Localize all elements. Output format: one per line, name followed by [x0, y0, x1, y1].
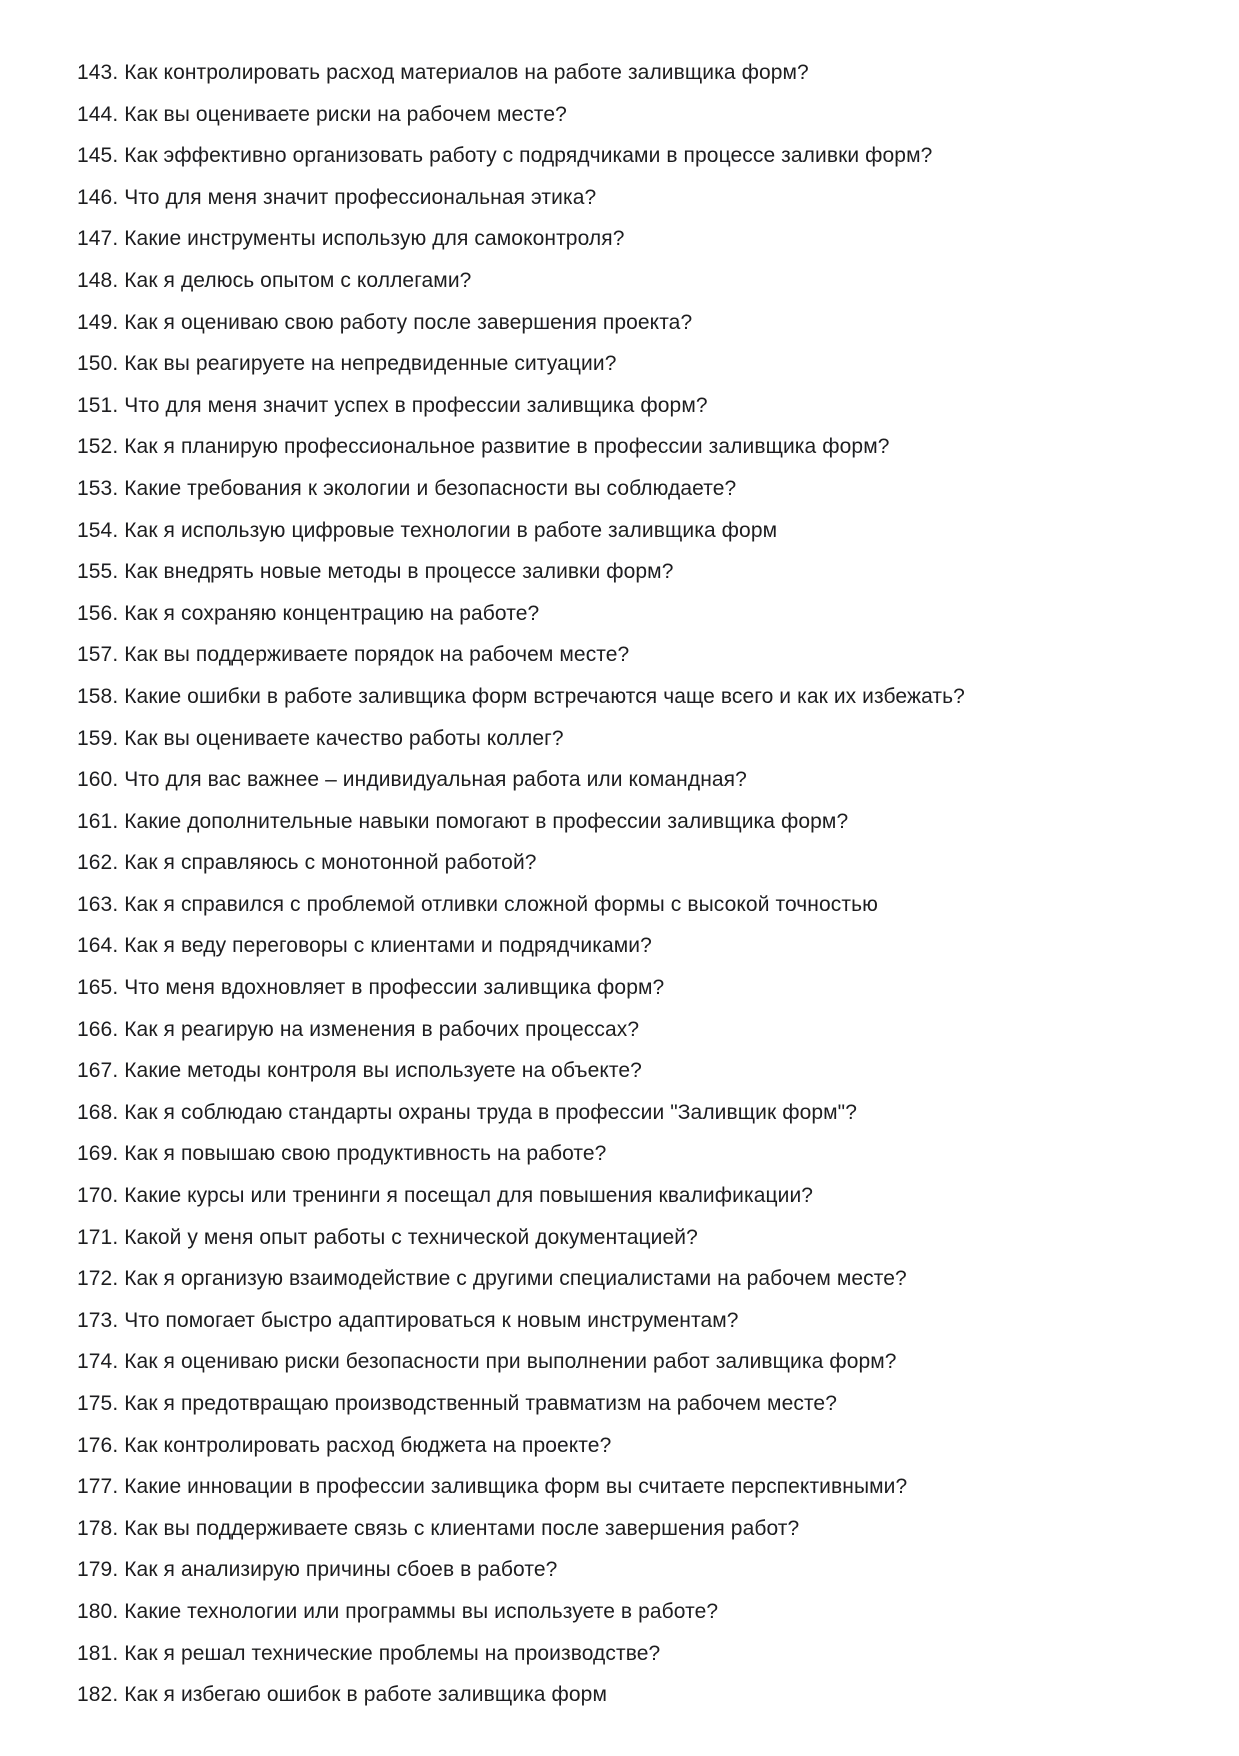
question-item — [77, 468, 1199, 510]
question-item — [77, 634, 1199, 676]
question-text: Как вы поддерживаете связь с клиентами после завершения работ? — [124, 1516, 800, 1540]
question-item — [77, 1300, 1199, 1342]
question-text: Как я избегаю ошибок в работе заливщика форм — [124, 1683, 607, 1707]
question-item — [77, 1050, 1199, 1092]
question-item — [77, 177, 1199, 219]
question-item — [77, 1341, 1199, 1383]
question-text: Как вы оцениваете риски на рабочем месте? — [124, 102, 567, 126]
question-number: 174. — [77, 1350, 125, 1374]
question-item — [77, 52, 1199, 94]
question-item — [77, 135, 1199, 177]
question-number: 150. — [77, 352, 125, 376]
question-item — [77, 1425, 1199, 1467]
question-text: Какие методы контроля вы используете на объекте? — [124, 1059, 642, 1083]
question-text: Что для вас важнее – индивидуальная работа или командная? — [124, 768, 747, 792]
question-number: 160. — [77, 768, 125, 792]
question-text: Как я оцениваю свою работу после завершения проекта? — [124, 310, 693, 334]
question-text: Как вы реагируете на непредвиденные ситуации? — [124, 352, 617, 376]
question-item — [77, 1175, 1199, 1217]
question-item — [77, 676, 1199, 718]
question-item — [77, 1092, 1199, 1134]
question-text: Как я соблюдаю стандарты охраны труда в профессии "Заливщик форм"? — [124, 1100, 857, 1124]
question-item — [77, 1217, 1199, 1259]
question-text: Как эффективно организовать работу с подрядчиками в процессе заливки форм? — [124, 144, 933, 168]
question-text: Как я предотвращаю производственный травматизм на рабочем месте? — [124, 1392, 837, 1415]
question-text: Как я использую цифровые технологии в работе заливщика форм — [124, 518, 778, 542]
question-text: Как контролировать расход материалов на работе заливщика форм? — [124, 61, 809, 84]
question-item — [77, 94, 1199, 136]
question-item — [77, 218, 1199, 260]
question-number: 143. — [77, 61, 125, 84]
question-number: 173. — [77, 1308, 125, 1332]
question-list — [77, 52, 1199, 1716]
question-text: Что для меня значит профессиональная этика? — [124, 185, 597, 209]
question-number: 165. — [77, 976, 125, 1000]
question-item — [77, 1633, 1199, 1675]
question-text: Как я оцениваю риски безопасности при выполнении работ заливщика форм? — [124, 1350, 897, 1374]
question-item — [77, 1549, 1199, 1591]
question-text: Какие технологии или программы вы используете в работе? — [124, 1599, 719, 1623]
question-number: 168. — [77, 1100, 125, 1124]
question-text: Как я делюсь опытом с коллегами? — [124, 268, 472, 292]
question-number: 177. — [77, 1475, 125, 1499]
question-number: 159. — [77, 726, 125, 750]
question-text: Как внедрять новые методы в процессе заливки форм? — [124, 560, 674, 584]
question-text: Какой у меня опыт работы с технической документацией? — [124, 1225, 698, 1249]
question-text: Какие ошибки в работе заливщика форм встречаются чаще всего и как их избежать? — [124, 684, 965, 708]
question-number: 179. — [77, 1558, 125, 1582]
question-number: 182. — [77, 1683, 125, 1707]
question-number: 158. — [77, 684, 125, 708]
question-item — [77, 801, 1199, 843]
question-number: 144. — [77, 102, 125, 126]
question-number: 175. — [77, 1392, 125, 1415]
question-number: 167. — [77, 1059, 125, 1083]
question-number: 171. — [77, 1225, 125, 1249]
question-item — [77, 718, 1199, 760]
question-number: 154. — [77, 518, 125, 542]
question-text: Как я планирую профессиональное развитие в профессии заливщика форм? — [124, 435, 890, 459]
question-number: 153. — [77, 476, 125, 500]
question-text: Как я повышаю свою продуктивность на работе? — [124, 1142, 607, 1166]
question-number: 148. — [77, 268, 125, 292]
question-item — [77, 1674, 1199, 1716]
question-text: Как я решал технические проблемы на производстве? — [124, 1641, 661, 1665]
question-text: Как вы поддерживаете порядок на рабочем месте? — [124, 643, 630, 667]
question-item — [77, 302, 1199, 344]
question-text: Как я организую взаимодействие с другими специалистами на рабочем месте? — [124, 1267, 907, 1291]
question-number: 180. — [77, 1599, 125, 1623]
question-item — [77, 925, 1199, 967]
question-text: Как я справляюсь с монотонной работой? — [124, 851, 537, 875]
question-number: 152. — [77, 435, 125, 459]
question-text: Как я реагирую на изменения в рабочих процессах? — [124, 1017, 640, 1041]
question-text: Как я анализирую причины сбоев в работе? — [124, 1558, 558, 1582]
question-number: 162. — [77, 851, 125, 875]
question-text: Какие инструменты использую для самоконтроля? — [124, 227, 625, 251]
question-item — [77, 385, 1199, 427]
question-item — [77, 260, 1199, 302]
question-number: 169. — [77, 1142, 125, 1166]
question-text: Что помогает быстро адаптироваться к новым инструментам? — [124, 1308, 739, 1332]
question-number: 151. — [77, 393, 125, 417]
question-number: 166. — [77, 1017, 125, 1041]
question-item — [77, 1591, 1199, 1633]
question-text: Что меня вдохновляет в профессии заливщика форм? — [124, 976, 665, 1000]
question-text: Какие дополнительные навыки помогают в профессии заливщика форм? — [124, 809, 849, 833]
question-item — [77, 1258, 1199, 1300]
question-number: 181. — [77, 1641, 125, 1665]
question-number: 146. — [77, 185, 125, 209]
question-text: Какие инновации в профессии заливщика форм вы считаете перспективными? — [124, 1475, 908, 1499]
question-text: Какие курсы или тренинги я посещал для повышения квалификации? — [124, 1184, 814, 1208]
question-number: 178. — [77, 1516, 125, 1540]
question-item — [77, 551, 1199, 593]
question-text: Как вы оцениваете качество работы коллег? — [124, 726, 564, 750]
question-text: Как контролировать расход бюджета на проекте? — [124, 1433, 612, 1457]
question-number: 157. — [77, 643, 125, 667]
question-number: 170. — [77, 1184, 125, 1208]
question-item — [77, 1383, 1199, 1425]
question-number: 164. — [77, 934, 125, 958]
question-item — [77, 884, 1199, 926]
question-item — [77, 1466, 1199, 1508]
question-item — [77, 759, 1199, 801]
question-number: 156. — [77, 601, 125, 625]
question-item — [77, 842, 1199, 884]
question-item — [77, 510, 1199, 552]
question-number: 163. — [77, 892, 125, 916]
question-item — [77, 967, 1199, 1009]
question-text: Как я веду переговоры с клиентами и подрядчиками? — [124, 934, 652, 958]
question-text: Какие требования к экологии и безопасности вы соблюдаете? — [124, 476, 737, 500]
question-number: 145. — [77, 144, 125, 168]
question-item — [77, 1133, 1199, 1175]
question-number: 147. — [77, 227, 125, 251]
question-number: 172. — [77, 1267, 125, 1291]
question-item — [77, 1009, 1199, 1051]
question-text: Что для меня значит успех в профессии заливщика форм? — [124, 393, 708, 417]
question-number: 161. — [77, 809, 125, 833]
question-number: 176. — [77, 1433, 125, 1457]
question-text: Как я справился с проблемой отливки сложной формы с высокой точностью — [124, 892, 878, 916]
question-item — [77, 343, 1199, 385]
question-item — [77, 1508, 1199, 1550]
question-item — [77, 426, 1199, 468]
question-number: 149. — [77, 310, 125, 334]
question-number: 155. — [77, 560, 125, 584]
question-text: Как я сохраняю концентрацию на работе? — [124, 601, 540, 625]
question-item — [77, 593, 1199, 635]
